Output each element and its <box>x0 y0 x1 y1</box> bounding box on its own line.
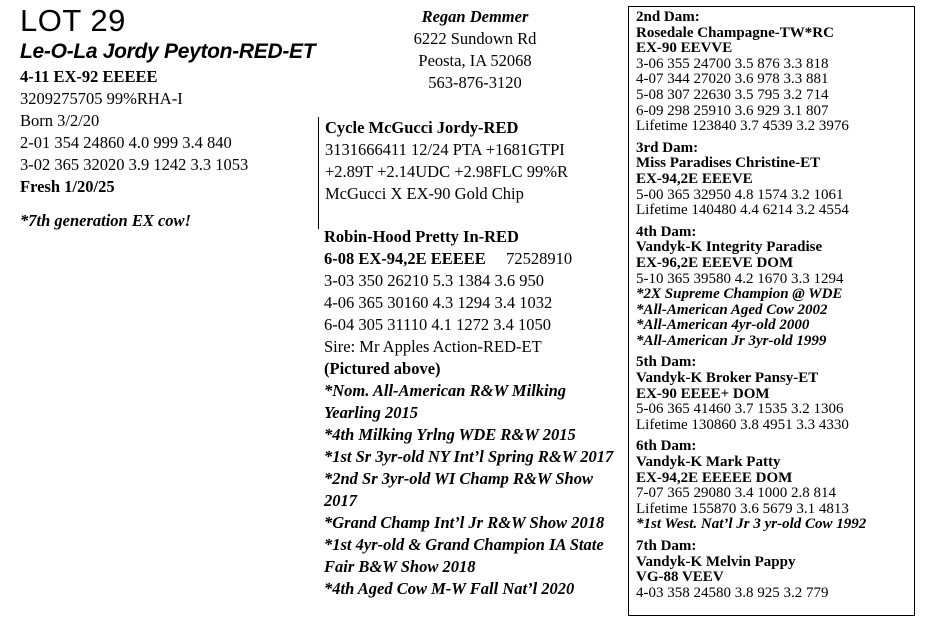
dam-line: 6-09 298 25910 3.6 929 3.1 807 <box>636 102 829 119</box>
dam-line: 5-10 365 39580 4.2 1670 3.3 1294 <box>636 270 844 287</box>
dam-award: *1st 4yr-old & Grand Champion IA State Fair B&W Show 2018 <box>324 535 604 576</box>
lot-info <box>20 3 316 232</box>
dam-name: Robin-Hood Pretty In-RED <box>324 227 519 246</box>
dam-classification: 6-08 EX-94,2E EEEEE <box>324 249 486 268</box>
dam-award: *All-American Aged Cow 2002 <box>636 301 828 318</box>
dam-line: Lifetime 155870 3.6 5679 3.1 4813 <box>636 500 849 517</box>
dam-class: EX-96,2E EEEVE DOM <box>636 254 794 271</box>
dam-line: 5-08 307 22630 3.5 795 3.2 714 <box>636 86 829 103</box>
dam-classification-row <box>324 248 620 270</box>
dam-heading: 6th Dam: <box>636 438 697 455</box>
dam-line: 4-07 344 27020 3.6 978 3.3 881 <box>636 71 829 88</box>
dam-line: Lifetime 130860 3.8 4951 3.3 4330 <box>636 416 849 433</box>
dam-sire: Sire: Mr Apples Action-RED-ET <box>324 337 542 356</box>
dam-award: *All-American Jr 3yr-old 1999 <box>636 332 827 349</box>
dam-award: *All-American 4yr-old 2000 <box>636 317 810 334</box>
pedigree-dam-5 <box>636 355 914 433</box>
cow-record: 3-02 365 32020 3.9 1242 3.3 1053 <box>20 155 249 174</box>
pedigree-dam-7 <box>636 539 914 601</box>
dam-name: Vandyk-K Integrity Paradise <box>636 239 823 256</box>
dam-class: VG-88 VEEV <box>636 569 724 586</box>
fresh-date: Fresh 1/20/25 <box>20 177 115 196</box>
cow-born: Born 3/2/20 <box>20 111 100 130</box>
sire-name: Cycle McGucci Jordy-RED <box>325 118 519 137</box>
breeder-name: Regan Demmer <box>421 7 529 26</box>
dam-award: *1st West. Nat’l Jr 3 yr-old Cow 1992 <box>636 516 867 533</box>
breeder-city: Peosta, IA 52068 <box>418 51 532 70</box>
sire-detail: +2.89T +2.14UDC +2.98FLC 99%R <box>325 162 569 181</box>
dam-award: *Nom. All-American R&W Milking Yearling 2015 <box>324 381 567 422</box>
breeder-info <box>330 6 620 94</box>
generation-note: *7th generation EX cow! <box>20 211 191 230</box>
breeder-phone: 563-876-3120 <box>428 73 522 92</box>
pedigree-dam-3 <box>636 141 914 219</box>
sire-info <box>318 117 621 229</box>
breeder-street: 6222 Sundown Rd <box>413 29 537 48</box>
dam-registration: 72528910 <box>506 249 573 268</box>
dam-line: 7-07 365 29080 3.4 1000 2.8 814 <box>636 485 836 502</box>
dam-line: 5-00 365 32950 4.8 1574 3.2 1061 <box>636 186 844 203</box>
dam-info <box>324 226 620 600</box>
dam-award: *2nd Sr 3yr-old WI Champ R&W Show 2017 <box>324 469 593 510</box>
dam-name: Rosedale Champagne-TW*RC <box>636 24 834 41</box>
dam-heading: 5th Dam: <box>636 354 697 371</box>
dam-name: Vandyk-K Mark Patty <box>636 454 781 471</box>
dam-line: Lifetime 123840 3.7 4539 3.2 3976 <box>636 118 849 135</box>
dam-class: EX-90 EEEE+ DOM <box>636 385 770 402</box>
dam-line: 5-06 365 41460 3.7 1535 3.2 1306 <box>636 401 844 418</box>
pedigree-dam-6 <box>636 439 914 533</box>
dam-award: *4th Milking Yrlng WDE R&W 2015 <box>324 425 576 444</box>
pedigree-dam-2 <box>636 10 914 135</box>
pedigree-box <box>628 6 915 616</box>
dam-line: Lifetime 140480 4.4 6214 3.2 4554 <box>636 202 849 219</box>
dam-name: Vandyk-K Broker Pansy-ET <box>636 370 819 387</box>
dam-class: EX-94,2E EEEEE DOM <box>636 469 793 486</box>
dam-record: 4-06 365 30160 4.3 1294 3.4 1032 <box>324 293 553 312</box>
dam-heading: 7th Dam: <box>636 538 697 554</box>
sire-detail: McGucci X EX-90 Gold Chip <box>325 184 524 203</box>
dam-heading: 3rd Dam: <box>636 139 699 156</box>
dam-award: *2X Supreme Champion @ WDE <box>636 286 843 303</box>
dam-class: EX-90 EEVVE <box>636 40 733 57</box>
dam-award: *4th Aged Cow M-W Fall Nat’l 2020 <box>324 579 575 598</box>
lot-number: LOT 29 <box>20 3 126 38</box>
dam-class: EX-94,2E EEEVE <box>636 170 753 187</box>
sire-detail: 3131666411 12/24 PTA +1681GTPI <box>325 140 565 159</box>
dam-record: 3-03 350 26210 5.3 1384 3.6 950 <box>324 271 544 290</box>
dam-line: 4-03 358 24580 3.8 925 3.2 779 <box>636 584 829 601</box>
cow-record: 2-01 354 24860 4.0 999 3.4 840 <box>20 133 232 152</box>
dam-name: Miss Paradises Christine-ET <box>636 155 821 172</box>
dam-record: 6-04 305 31110 4.1 1272 3.4 1050 <box>324 315 552 334</box>
dam-award: *Grand Champ Int’l Jr R&W Show 2018 <box>324 513 605 532</box>
cow-registration: 3209275705 99%RHA-I <box>20 89 183 108</box>
dam-award: *1st Sr 3yr-old NY Int’l Spring R&W 2017 <box>324 447 614 466</box>
pedigree-dam-4 <box>636 225 914 350</box>
dam-heading: 2nd Dam: <box>636 9 700 25</box>
dam-heading: 4th Dam: <box>636 223 697 240</box>
dam-line: 3-06 355 24700 3.5 876 3.3 818 <box>636 55 829 72</box>
cow-name: Le-O-La Jordy Peyton-RED-ET <box>20 40 316 63</box>
dam-name: Vandyk-K Melvin Pappy <box>636 553 796 570</box>
pictured-note: (Pictured above) <box>324 359 441 378</box>
cow-classification: 4-11 EX-92 EEEEE <box>20 67 158 86</box>
